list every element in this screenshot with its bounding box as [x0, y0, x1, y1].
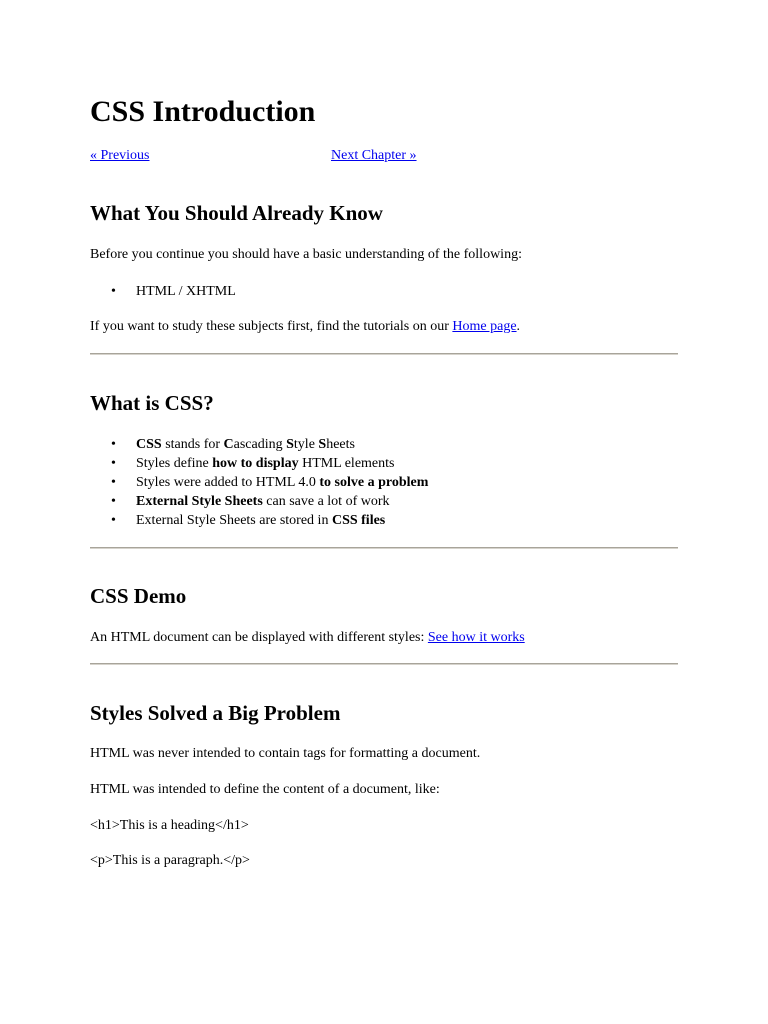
- section-divider: [90, 663, 678, 665]
- section-heading-css-demo: CSS Demo: [90, 584, 187, 608]
- section-heading-styles-solved: Styles Solved a Big Problem: [90, 701, 341, 725]
- list-item: [90, 282, 236, 301]
- bold-text: C: [223, 437, 234, 452]
- bold-text: how to display: [212, 456, 299, 471]
- bold-text: External Style Sheets: [136, 494, 263, 509]
- see-how-it-works-link[interactable]: See how it works: [427, 630, 525, 645]
- text: ascading: [233, 437, 287, 452]
- text: heets: [326, 437, 355, 452]
- paragraph: <h1>This is a heading</h1>: [90, 818, 249, 833]
- section-heading-what-is-css: What is CSS?: [90, 391, 214, 415]
- page-title: CSS Introduction: [90, 95, 316, 128]
- demo-text: An HTML document can be displayed with different styles:: [90, 630, 428, 645]
- paragraph: <p>This is a paragraph.</p>: [90, 853, 250, 868]
- bullet-icon: •: [111, 284, 116, 299]
- text: can save a lot of work: [262, 494, 390, 509]
- section-divider: [90, 547, 678, 549]
- bold-text: CSS: [136, 437, 162, 452]
- text: Styles define: [136, 456, 213, 471]
- bullet-icon: •: [111, 494, 116, 509]
- bold-text: to solve a problem: [319, 475, 429, 490]
- study-text: If you want to study these subjects first, find the tutorials on our: [90, 319, 453, 334]
- bold-text: CSS files: [331, 513, 386, 528]
- list-item-text: HTML / XHTML: [136, 284, 236, 299]
- bullet-icon: •: [111, 437, 116, 452]
- list-item: [90, 473, 428, 492]
- text: stands for: [161, 437, 224, 452]
- previous-link[interactable]: « Previous: [90, 148, 150, 163]
- text: HTML elements: [298, 456, 395, 471]
- study-paragraph: [90, 318, 520, 336]
- next-chapter-link[interactable]: Next Chapter »: [331, 148, 417, 163]
- section-divider: [90, 353, 678, 355]
- list-item: [90, 454, 428, 473]
- text: Styles were added to HTML 4.0: [136, 475, 320, 490]
- list-item: [90, 492, 428, 511]
- demo-paragraph: [90, 629, 525, 647]
- study-suffix: .: [516, 319, 521, 334]
- section-heading-prerequisites: What You Should Already Know: [90, 201, 383, 225]
- home-page-link[interactable]: Home page: [452, 319, 517, 334]
- bullet-icon: •: [111, 475, 116, 490]
- prerequisites-intro: Before you continue you should have a basic understanding of the following:: [90, 247, 522, 262]
- list-item: [90, 511, 428, 530]
- bold-text: S: [318, 437, 327, 452]
- bold-text: S: [286, 437, 294, 452]
- prerequisites-list: [90, 282, 236, 301]
- list-item: [90, 435, 428, 454]
- bullet-icon: •: [111, 513, 116, 528]
- paragraph: HTML was never intended to contain tags for formatting a document.: [90, 746, 481, 761]
- text: tyle: [293, 437, 319, 452]
- paragraph: HTML was intended to define the content of a document, like:: [90, 782, 440, 797]
- text: External Style Sheets are stored in: [136, 513, 332, 528]
- what-is-css-list: [90, 435, 428, 530]
- bullet-icon: •: [111, 456, 116, 471]
